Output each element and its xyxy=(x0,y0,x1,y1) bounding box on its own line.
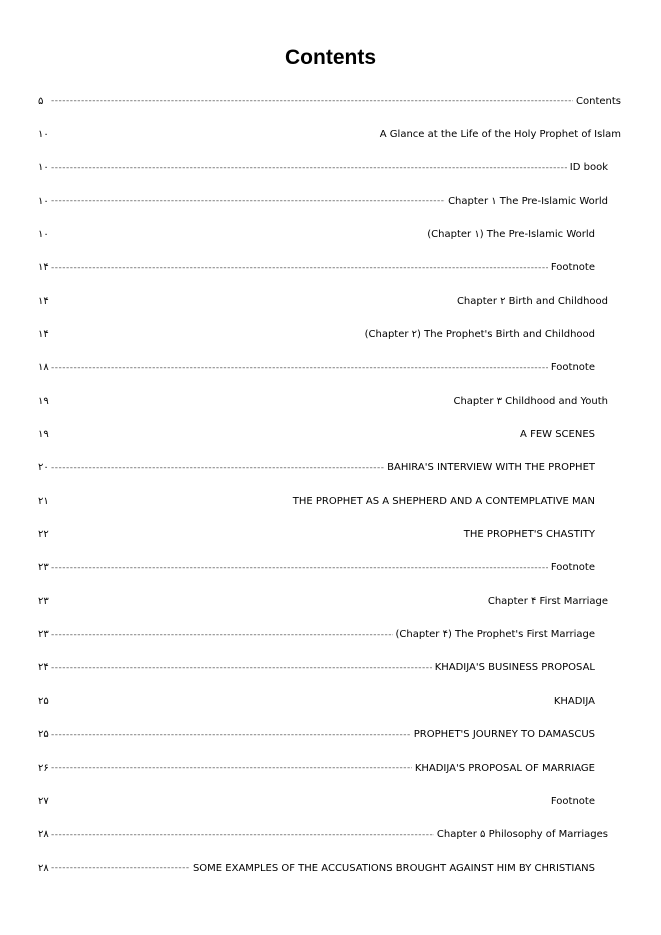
toc-entry[interactable] xyxy=(38,426,595,444)
toc-entry-label: Footnote xyxy=(550,262,595,274)
toc-page-number: ۱۴ xyxy=(38,262,49,274)
page-title: Contents xyxy=(285,46,376,69)
toc-entry-label: Contents xyxy=(576,95,621,107)
toc-entry-label: Chapter ۲ Birth and Childhood xyxy=(456,295,608,307)
toc-page-number: ۲۴ xyxy=(38,662,49,674)
toc-entry-label: A FEW SCENES xyxy=(520,429,595,440)
toc-entry[interactable] xyxy=(38,459,595,477)
toc-entry-label: PROPHET'S JOURNEY TO DAMASCUS xyxy=(413,729,595,741)
toc-entry[interactable] xyxy=(38,259,595,277)
toc-entry[interactable] xyxy=(38,759,595,777)
toc-page-number: ۲۳ xyxy=(38,562,49,574)
toc-entry-label: KHADIJA xyxy=(553,695,595,707)
toc-page-number: ۲۶ xyxy=(38,762,49,774)
toc-entry-label: Chapter ۵ Philosophy of Marriages xyxy=(436,829,608,841)
toc-entry[interactable] xyxy=(38,392,608,410)
toc-page-number: ۲۵ xyxy=(38,729,49,741)
toc-entry[interactable] xyxy=(38,859,595,877)
toc-page-number: ۲۳ xyxy=(38,595,49,607)
toc-entry-label: SOME EXAMPLES OF THE ACCUSATIONS BROUGHT AGAINST HIM BY CHRISTIANS xyxy=(192,862,595,874)
toc-page-number: ۲۰ xyxy=(38,462,49,474)
toc-entry-label: THE PROPHET'S CHASTITY xyxy=(463,529,595,541)
toc-entry-label: Chapter ۴ First Marriage xyxy=(487,595,608,607)
toc-entry-label: (Chapter ۲) The Prophet's Birth and Childhood xyxy=(364,328,595,340)
toc-dot-leader xyxy=(51,95,573,107)
toc-entry[interactable] xyxy=(38,592,608,610)
toc-entry-label: Footnote xyxy=(550,795,595,807)
toc-dot-leader xyxy=(51,662,432,674)
toc-page-number: ۱۸ xyxy=(38,362,49,374)
toc-entry-label: KHADIJA'S BUSINESS PROPOSAL xyxy=(434,662,595,674)
toc-page-number: ۱۰ xyxy=(38,128,49,140)
toc-entry[interactable] xyxy=(38,125,621,143)
toc-entry[interactable] xyxy=(38,292,608,310)
toc-entry[interactable] xyxy=(38,359,595,377)
toc-page-number: ۲۱ xyxy=(38,495,49,507)
toc-entry[interactable] xyxy=(38,659,595,677)
toc-page-number: ۲۸ xyxy=(38,862,49,874)
toc-page-number: ۱۹ xyxy=(38,395,49,407)
toc-dot-leader xyxy=(51,762,412,774)
toc-dot-leader xyxy=(51,629,393,641)
toc-page-number: ۱۴ xyxy=(38,295,49,307)
toc-entry-label: A Glance at the Life of the Holy Prophet of Islam xyxy=(379,128,621,140)
toc-page-number: ۲۷ xyxy=(38,795,49,807)
toc-entry[interactable] xyxy=(38,492,595,510)
toc-entry[interactable] xyxy=(38,325,595,343)
toc-dot-leader xyxy=(51,729,411,741)
toc-page-number: ۲۲ xyxy=(38,529,49,541)
toc-page-number: ۵ xyxy=(38,95,44,107)
toc-page-number: ۲۳ xyxy=(38,629,49,641)
toc-page-number: ۱۰ xyxy=(38,162,49,174)
toc-dot-leader xyxy=(51,195,445,207)
toc-entry-label: (Chapter ۴) The Prophet's First Marriage xyxy=(395,629,595,641)
toc-dot-leader xyxy=(51,462,384,474)
toc-entry-label: (Chapter ۱) The Pre-Islamic World xyxy=(427,228,595,240)
toc-page-number: ۱۰ xyxy=(38,195,49,207)
toc-page-number: ۱۰ xyxy=(38,228,49,240)
toc-entry-label: Chapter ۳ Childhood and Youth xyxy=(453,395,608,407)
toc-entry-label: KHADIJA'S PROPOSAL OF MARRIAGE xyxy=(414,762,595,774)
toc-entry[interactable] xyxy=(38,225,595,243)
toc-entry-label: ID book xyxy=(569,162,608,174)
toc-entry[interactable] xyxy=(38,826,608,844)
toc-page-number: ۱۹ xyxy=(38,429,49,440)
toc-entry-label: Footnote xyxy=(550,362,595,374)
toc-entry-label: BAHIRA'S INTERVIEW WITH THE PROPHET xyxy=(387,462,595,474)
toc-entry[interactable] xyxy=(38,159,608,177)
toc-page-number: ۲۸ xyxy=(38,829,49,841)
toc-dot-leader xyxy=(51,562,548,574)
toc-entry[interactable] xyxy=(38,726,595,744)
toc-entry-label: THE PROPHET AS A SHEPHERD AND A CONTEMPLATIVE MAN xyxy=(292,495,595,507)
toc-entry[interactable] xyxy=(38,526,595,544)
toc-dot-leader xyxy=(51,362,548,374)
toc-entry[interactable] xyxy=(38,626,595,644)
toc-dot-leader xyxy=(51,862,190,874)
toc-entry-label: Chapter ۱ The Pre-Islamic World xyxy=(448,195,608,207)
toc-page-number: ۲۵ xyxy=(38,695,49,707)
toc-entry[interactable] xyxy=(38,792,595,810)
toc-dot-leader xyxy=(51,829,434,841)
toc-entry[interactable] xyxy=(38,559,595,577)
toc-dot-leader xyxy=(51,162,567,174)
toc-entry[interactable] xyxy=(38,692,595,710)
toc-page-number: ۱۴ xyxy=(38,328,49,340)
toc-dot-leader xyxy=(51,262,548,274)
toc-entry[interactable] xyxy=(38,192,608,210)
toc-entry-label: Footnote xyxy=(550,562,595,574)
toc-entry[interactable] xyxy=(38,92,621,110)
